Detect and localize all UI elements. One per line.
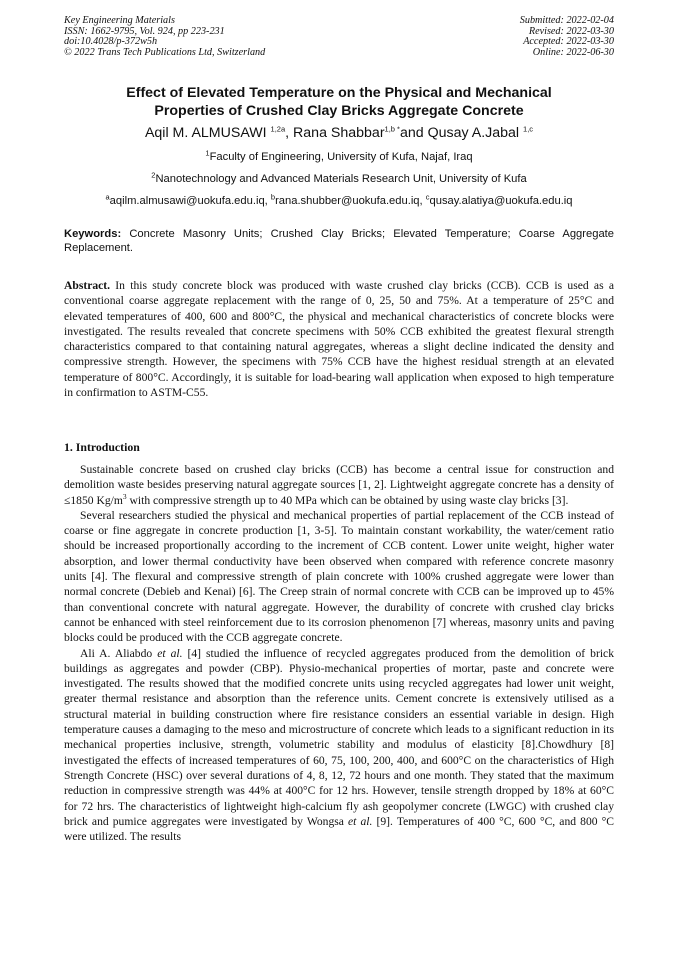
online-date: Online: 2022-06-30	[532, 46, 614, 58]
author-2: , Rana Shabbar	[285, 125, 385, 141]
accepted-date: Accepted: 2022-03-30	[523, 36, 614, 48]
abstract-label: Abstract.	[64, 279, 111, 292]
journal-header	[64, 16, 265, 58]
email-c[interactable]: qusay.alatiya@uokufa.edu.iq	[429, 195, 573, 207]
title-line-2: Properties of Crushed Clay Bricks Aggregate Concrete	[154, 103, 524, 119]
paragraph-3: Ali A. Aliabdo et al. [4] studied the influence of recycled aggregates produced from the demolition of brick buildings as aggregates and powder (CBP). Physio-mechanical properties of mortar, paste and concrete were investigated. The results showed that the modified concrete units using recycled aggregates had lower unit weight, greater thermal resistance and absorption than the reference units. Cement concrete is extensively utilised as a structural material in building construction where fire resistance considers an essential variable in design. High temperature causes a damaging to the meso and microstructure of concrete which leads to a significant reduction in its mechanical properties inclusive, strength, volumetric stability and modulus of elasticity [8].Chowdhury [8] investigated the effects of increased temperatures of 60, 75, 100, 200, 400, and 600°C on the characteristics of High Strength Concrete (HSC) over several durations of 4, 8, 12, 72 hours and one month. They stated that the maximum reduction in compressive strength was 44% at 400°C for 12 hrs. However, tensile strength dropped by 18% at 60°C for 72 hrs. The characteristics of lightweight high-calcium fly ash geopolymer concrete (LWGC) with crushed clay brick and pumice aggregates were investigated by Wongsa et al. [9]. Temperatures of 400 °C, 600 °C, and 800 °C were utilized. The results	[64, 646, 614, 844]
copyright-line: © 2022 Trans Tech Publications Ltd, Switzerland	[64, 46, 266, 58]
revised-date: Revised: 2022-03-30	[528, 25, 614, 37]
submitted-date: Submitted: 2022-02-04	[519, 15, 614, 26]
keywords-label: Keywords:	[64, 228, 122, 240]
abstract-text: In this study concrete block was produced with waste crushed clay bricks (CCB). CCB is used as a conventional coarse aggregate replacement with the range of 0, 25, 50 and 75%. At a temperature of 25°C and elevated temperatures of 400, 600 and 800°C, the physical and mechanical characteristics of concrete blocks were investigated. The results revealed that concrete specimens with 50% CCB exhibited the greatest flexural strength characteristics compared to that containing natural aggregates, whereas a slight decline indicated the density and compressive strength. However, the specimens with 75% CCB have the highest residual strength at an elevated temperature of 800°C. Accordingly, it is suitable for load-bearing wall application when exposed to high temperature in confirmation to ASTM-C55.	[64, 279, 614, 400]
email-a[interactable]: aqilm.almusawi@uokufa.edu.iq,	[109, 195, 271, 207]
abstract-block	[64, 278, 614, 400]
keywords-block	[64, 227, 614, 256]
author-list	[64, 124, 614, 142]
author-1-affil: 1,2a	[270, 124, 286, 134]
email-b[interactable]: rana.shubber@uokufa.edu.iq,	[275, 195, 426, 207]
doi-line: doi:10.4028/p-372w5h	[64, 36, 158, 48]
paragraph-2: Several researchers studied the physical and mechanical properties of partial replacement of the CCB instead of coarse or fine aggregate in concrete production [1, 3-5]. To maintain constant workability, the water/cement ratio should be increased proportionally according to the increment of CCB content. Lower unite weight, higher water absorption, and lower thermal conductivity have been observed when compared with reference concrete masonry units [4]. The flexural and compressive strength of plain concrete with 100% crushed aggregate were lower than normal concrete (Debieb and Kenai) [6]. The Creep strain of normal concrete with CCB can be improved up to 45% than conventional concrete with natural aggregate. However, the durability of concrete with crushed clay bricks cannot be enhanced with steel reinforcement due to its corrosion phenomenon [7] whereas, masonry units and paving blocks could be produced with the CCB aggregate concrete.	[64, 508, 614, 645]
author-emails: $^a$aqilm.almusawi@uokufa.edu.iq, $^b$rana.shubber@uokufa.edu.iq, $^c$qusay.alatiya@uokufa.edu.iq	[105, 192, 573, 207]
section-heading-introduction: 1. Introduction	[64, 440, 140, 454]
dates-header	[520, 16, 614, 58]
author-3: and Qusay A.Jabal	[399, 125, 524, 141]
author-3-affil: 1,c	[523, 124, 534, 134]
issn-line: ISSN: 1662-9795, Vol. 924, pp 223-231	[64, 25, 225, 37]
paper-title	[64, 84, 614, 120]
title-line-1: Effect of Elevated Temperature on the Physical and Mechanical	[126, 85, 552, 101]
journal-name: Key Engineering Materials	[64, 15, 175, 26]
author-1: Aqil M. ALMUSAWI	[144, 125, 271, 141]
paragraph-1: Sustainable concrete based on crushed clay bricks (CCB) has become a central issue for construction and demolition waste besides preserving natural aggregate sources [1, 2]. Lightweight aggregate concrete has a density of ≤1850 $Kg/m^3$ with compressive strength up to 40 MPa which can be obtained by using waste clay bricks [3].	[64, 463, 614, 507]
affiliation-2: $^2$Nanotechnology and Advanced Materials Research Unit, University of Kufa	[151, 170, 527, 185]
keywords-text: Concrete Masonry Units; Crushed Clay Bricks; Elevated Temperature; Coarse Aggregate Replacement.	[64, 228, 614, 255]
introduction-body	[64, 462, 614, 844]
affiliation-1: $^1$Faculty of Engineering, University of Kufa, Najaf, Iraq	[205, 148, 473, 163]
author-2-affil: 1,b *	[384, 124, 400, 134]
